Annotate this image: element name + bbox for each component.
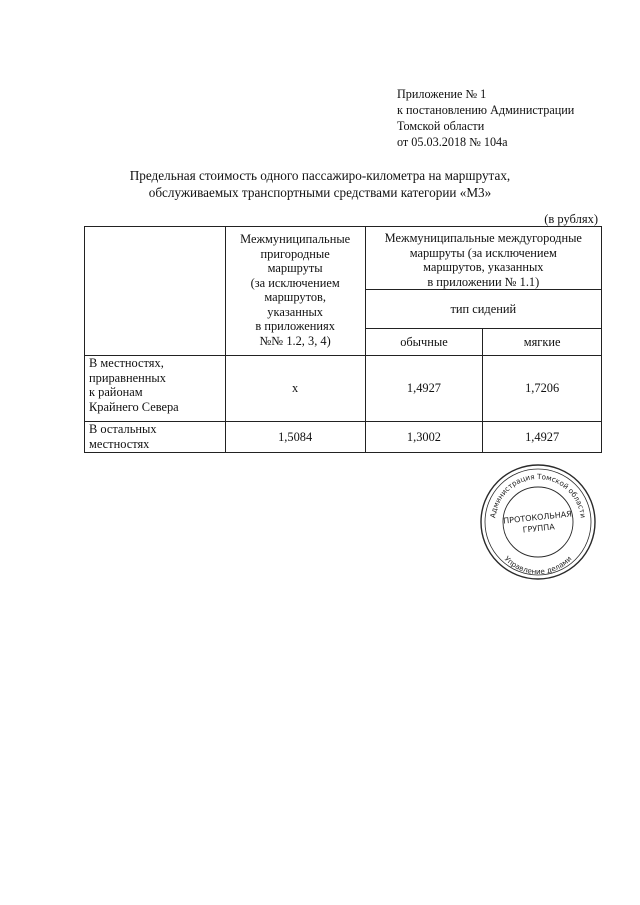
unit-note: (в рублях)	[544, 212, 598, 226]
row-label: В местностях, приравненных к районам Крайнего Севера	[85, 356, 226, 422]
table-row	[85, 422, 602, 453]
tariff-table	[84, 226, 602, 453]
value-cell: х	[225, 356, 365, 422]
seat-type-header: тип сидений	[365, 290, 601, 329]
document-title	[0, 167, 640, 201]
intercity-routes-header: Межмуниципальные междугородные маршруты (за исключением маршрутов, указанных в приложении № 1.1)	[365, 227, 601, 290]
title-line: обслуживаемых транспортными средствами категории «М3»	[148, 185, 492, 200]
stamp-center-line: ПРОТОКОЛЬНАЯ	[502, 509, 573, 526]
seat-regular-header: обычные	[365, 329, 483, 356]
suburban-routes-header: Межмуниципальные пригородные маршруты (за исключением маршрутов, указанных в приложениях №№ 1.2, 3, 4)	[225, 227, 365, 356]
table-row	[85, 356, 602, 422]
appendix-line: от 05.03.2018 № 104а	[397, 135, 508, 149]
title-line: Предельная стоимость одного пассажиро-километра на маршрутах,	[129, 168, 511, 183]
official-stamp	[478, 462, 598, 582]
stamp-center-line: ГРУППА	[522, 522, 556, 535]
seat-soft-header: мягкие	[483, 329, 602, 356]
value-cell: 1,4927	[483, 422, 602, 453]
stamp-bottom-arc: Управление делами	[502, 554, 574, 577]
appendix-line: к постановлению Администрации	[397, 103, 575, 117]
value-cell: 1,5084	[225, 422, 365, 453]
svg-text:Администрация Томской области	[488, 472, 588, 519]
value-cell: 1,3002	[365, 422, 483, 453]
value-cell: 1,7206	[483, 356, 602, 422]
stamp-top-arc: Администрация Томской области	[488, 471, 588, 519]
appendix-header	[397, 86, 574, 150]
row-label: В остальных местностях	[85, 422, 226, 453]
appendix-line: Приложение № 1	[397, 87, 487, 101]
value-cell: 1,4927	[365, 356, 483, 422]
appendix-line: Томской области	[397, 119, 485, 133]
corner-cell	[85, 227, 226, 356]
